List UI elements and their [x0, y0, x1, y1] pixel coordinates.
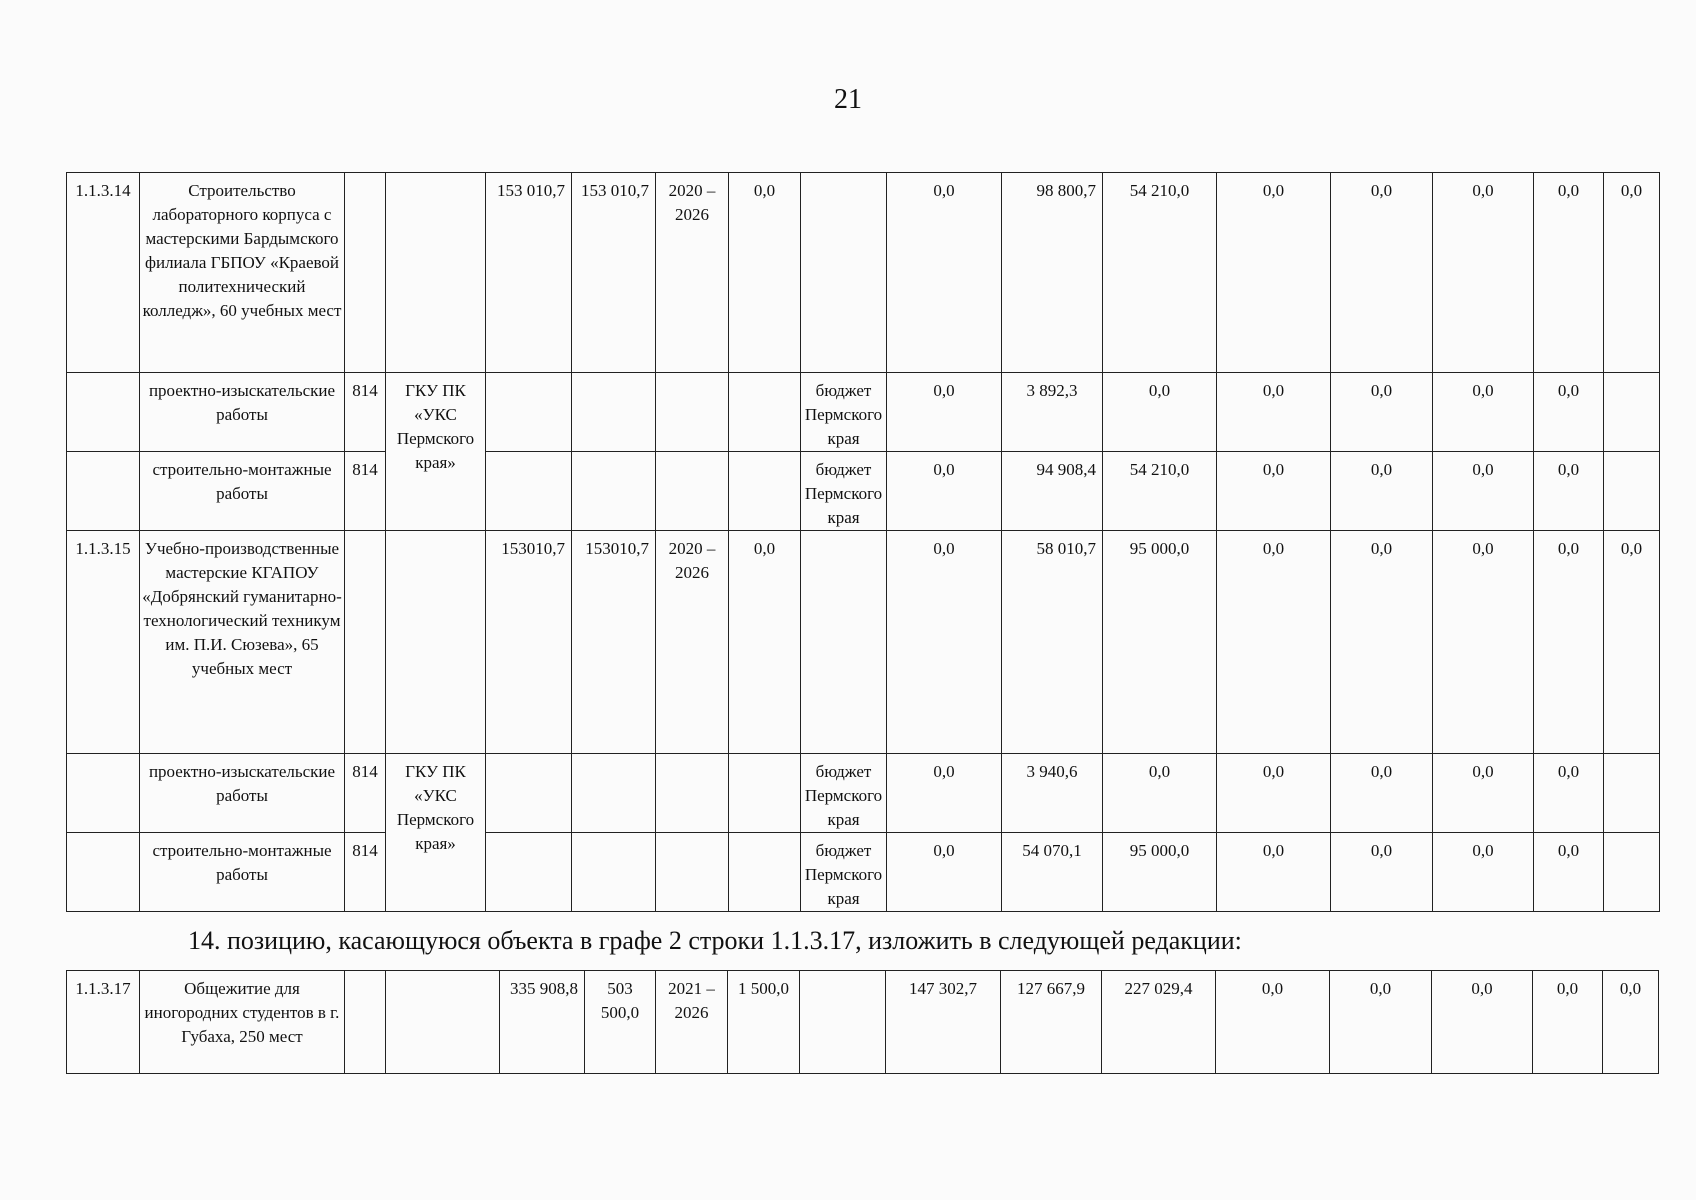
- value-cell: 0,0: [1534, 833, 1604, 912]
- gk-cell: [345, 531, 386, 754]
- value-cell: 0,0: [1331, 833, 1433, 912]
- amended-row-table: [66, 970, 1659, 1074]
- source-cell: [800, 971, 886, 1074]
- value-cell: 227 029,4: [1102, 971, 1216, 1074]
- value-cell: 0,0: [1604, 173, 1660, 373]
- value-cell: 0,0: [1534, 452, 1604, 531]
- value-cell: 147 302,7: [886, 971, 1001, 1074]
- cost-cell: [486, 833, 572, 912]
- prior-cell: 0,0: [729, 531, 801, 754]
- org-cell: ГКУ ПК «УКС Пермского края»: [386, 373, 486, 531]
- value-cell: 0,0: [1433, 452, 1534, 531]
- value-cell: 58 010,7: [1002, 531, 1103, 754]
- table-row: [67, 373, 1660, 452]
- value-cell: 0,0: [1433, 173, 1534, 373]
- period-cell: 2021 – 2026: [656, 971, 728, 1074]
- work-type: проектно-изыскательские работы: [140, 373, 345, 452]
- value-cell: 3 940,6: [1002, 754, 1103, 833]
- value-cell: 0,0: [1432, 971, 1533, 1074]
- row-code: 1.1.3.15: [67, 531, 140, 754]
- value-cell: 0,0: [887, 452, 1002, 531]
- cost-cell: 153 010,7: [572, 173, 656, 373]
- value-cell: 0,0: [1217, 833, 1331, 912]
- table-row: [67, 971, 1659, 1074]
- value-cell: 0,0: [887, 373, 1002, 452]
- period-cell: [656, 754, 729, 833]
- table-row: [67, 833, 1660, 912]
- cost-cell: [572, 833, 656, 912]
- work-type: строительно-монтажные работы: [140, 452, 345, 531]
- value-cell: 0,0: [1103, 373, 1217, 452]
- table-row: [67, 754, 1660, 833]
- org-cell: [386, 173, 486, 373]
- source-cell: [801, 531, 887, 754]
- table-row: [67, 531, 1660, 754]
- value-cell: 0,0: [1331, 452, 1433, 531]
- period-cell: [656, 452, 729, 531]
- value-cell: 54 210,0: [1103, 452, 1217, 531]
- gk-cell: 814: [345, 452, 386, 531]
- prior-cell: [729, 373, 801, 452]
- value-cell: 0,0: [1330, 971, 1432, 1074]
- source-cell: бюджет Пермского края: [801, 452, 887, 531]
- cost-cell: [486, 373, 572, 452]
- value-cell: 0,0: [1534, 373, 1604, 452]
- value-cell: 54 070,1: [1002, 833, 1103, 912]
- value-cell: 95 000,0: [1103, 833, 1217, 912]
- cost-cell: [486, 754, 572, 833]
- row-code: 1.1.3.17: [67, 971, 140, 1074]
- row-code: [67, 833, 140, 912]
- value-cell: 127 667,9: [1001, 971, 1102, 1074]
- funding-table: [66, 172, 1660, 912]
- cost-cell: 153010,7: [486, 531, 572, 754]
- period-cell: 2020 – 2026: [656, 173, 729, 373]
- cost-cell: 503 500,0: [585, 971, 656, 1074]
- value-cell: 0,0: [1604, 531, 1660, 754]
- table-row: [67, 173, 1660, 373]
- value-cell: 0,0: [1533, 971, 1603, 1074]
- value-cell: 95 000,0: [1103, 531, 1217, 754]
- period-cell: [656, 833, 729, 912]
- value-cell: [1604, 452, 1660, 531]
- gk-cell: 814: [345, 833, 386, 912]
- amendment-instruction: 14. позицию, касающуюся объекта в графе 2 строки 1.1.3.17, изложить в следующей редакции:: [188, 926, 1242, 955]
- org-cell: ГКУ ПК «УКС Пермского края»: [386, 754, 486, 912]
- value-cell: 0,0: [1217, 452, 1331, 531]
- value-cell: 0,0: [1534, 173, 1604, 373]
- cost-cell: 153010,7: [572, 531, 656, 754]
- cost-cell: [486, 452, 572, 531]
- value-cell: 0,0: [1331, 373, 1433, 452]
- value-cell: 3 892,3: [1002, 373, 1103, 452]
- prior-cell: 1 500,0: [728, 971, 800, 1074]
- cost-cell: [572, 754, 656, 833]
- work-type: строительно-монтажные работы: [140, 833, 345, 912]
- value-cell: 0,0: [887, 531, 1002, 754]
- gk-cell: [345, 173, 386, 373]
- value-cell: [1604, 754, 1660, 833]
- value-cell: 0,0: [1103, 754, 1217, 833]
- value-cell: 0,0: [1216, 971, 1330, 1074]
- table-row: [67, 452, 1660, 531]
- value-cell: 0,0: [1217, 531, 1331, 754]
- value-cell: [1604, 833, 1660, 912]
- value-cell: 98 800,7: [1002, 173, 1103, 373]
- work-type: проектно-изыскательские работы: [140, 754, 345, 833]
- source-cell: бюджет Пермского края: [801, 373, 887, 452]
- value-cell: 0,0: [887, 833, 1002, 912]
- row-code: [67, 754, 140, 833]
- prior-cell: [729, 754, 801, 833]
- value-cell: 0,0: [1534, 531, 1604, 754]
- cost-cell: [572, 452, 656, 531]
- cost-cell: 335 908,8: [500, 971, 585, 1074]
- org-cell: [386, 531, 486, 754]
- value-cell: 0,0: [1433, 531, 1534, 754]
- gk-cell: [345, 971, 386, 1074]
- source-cell: [801, 173, 887, 373]
- object-name: Строительство лабораторного корпуса с мастерскими Бардымского филиала ГБПОУ «Краевой политехнический колледж», 60 учебных мест: [140, 173, 345, 373]
- value-cell: 0,0: [1603, 971, 1659, 1074]
- cost-cell: [572, 373, 656, 452]
- value-cell: 94 908,4: [1002, 452, 1103, 531]
- page-number: 21: [834, 84, 862, 115]
- value-cell: 0,0: [1217, 173, 1331, 373]
- value-cell: 0,0: [1217, 373, 1331, 452]
- gk-cell: 814: [345, 754, 386, 833]
- prior-cell: [729, 452, 801, 531]
- source-cell: бюджет Пермского края: [801, 754, 887, 833]
- value-cell: [1604, 373, 1660, 452]
- prior-cell: [729, 833, 801, 912]
- value-cell: 0,0: [1217, 754, 1331, 833]
- row-code: [67, 452, 140, 531]
- value-cell: 0,0: [1433, 754, 1534, 833]
- cost-cell: 153 010,7: [486, 173, 572, 373]
- value-cell: 0,0: [1433, 833, 1534, 912]
- value-cell: 0,0: [1331, 754, 1433, 833]
- object-name: Учебно-производственные мастерские КГАПОУ «Добрянский гуманитарно-технологический техникум им. П.И. Сюзева», 65 учебных мест: [140, 531, 345, 754]
- value-cell: 0,0: [1331, 531, 1433, 754]
- org-cell: [386, 971, 500, 1074]
- source-cell: бюджет Пермского края: [801, 833, 887, 912]
- value-cell: 0,0: [887, 173, 1002, 373]
- prior-cell: 0,0: [729, 173, 801, 373]
- period-cell: 2020 – 2026: [656, 531, 729, 754]
- row-code: [67, 373, 140, 452]
- value-cell: 0,0: [1433, 373, 1534, 452]
- period-cell: [656, 373, 729, 452]
- gk-cell: 814: [345, 373, 386, 452]
- row-code: 1.1.3.14: [67, 173, 140, 373]
- value-cell: 54 210,0: [1103, 173, 1217, 373]
- value-cell: 0,0: [1331, 173, 1433, 373]
- value-cell: 0,0: [887, 754, 1002, 833]
- value-cell: 0,0: [1534, 754, 1604, 833]
- object-name: Общежитие для иногородних студентов в г. Губаха, 250 мест: [140, 971, 345, 1074]
